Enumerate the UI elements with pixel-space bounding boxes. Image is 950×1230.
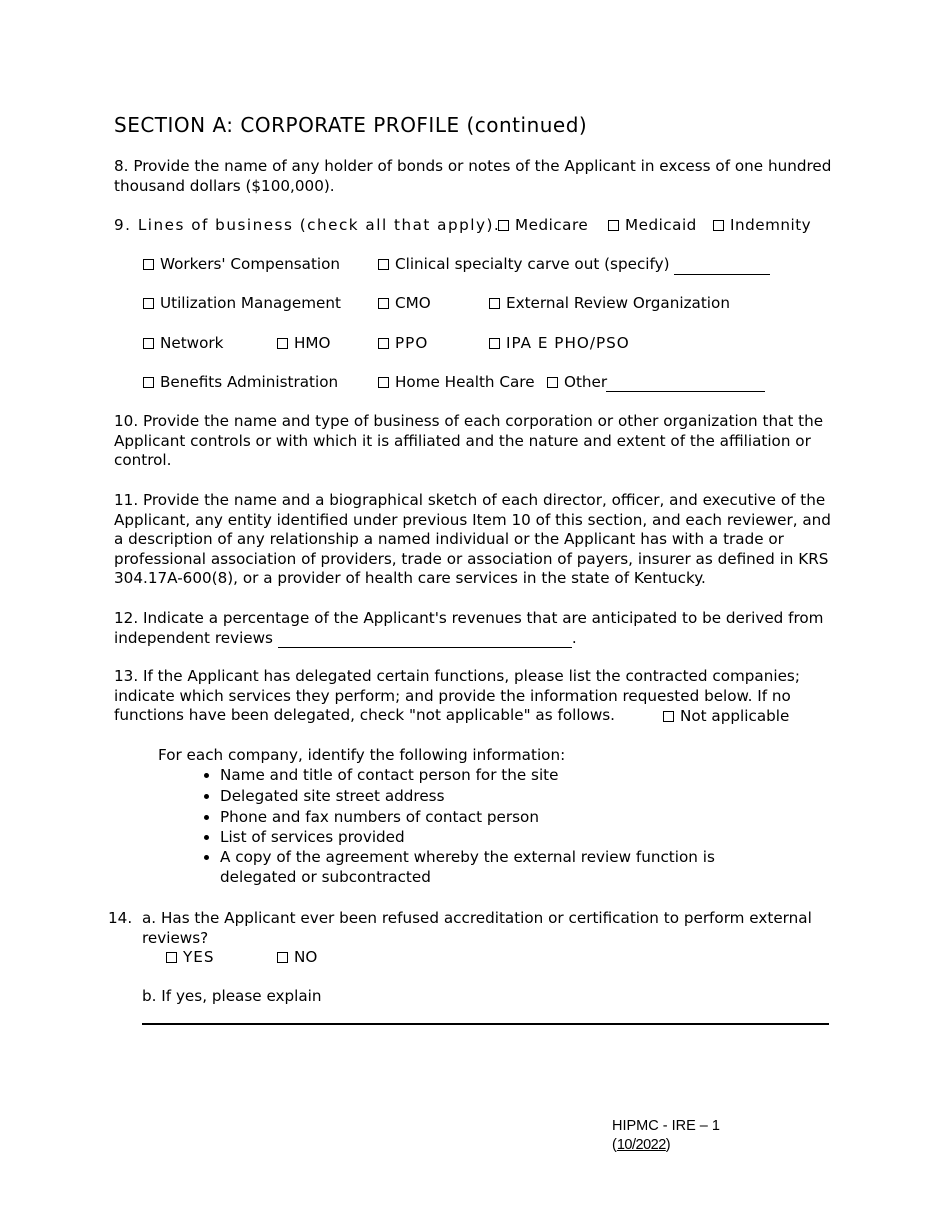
checkbox-icon (608, 220, 619, 231)
checkbox-ipa-pho-pso[interactable]: IPA E PHO/PSO (489, 334, 630, 352)
checkbox-other[interactable]: Other (547, 373, 607, 391)
revenue-percentage-line[interactable] (278, 630, 572, 648)
checkbox-external-review-organization[interactable]: External Review Organization (489, 294, 730, 312)
checkbox-icon (166, 952, 177, 963)
checkbox-medicaid[interactable]: Medicaid (608, 216, 697, 234)
item-13-intro: For each company, identify the following information: (158, 746, 566, 764)
checkbox-icon (378, 298, 389, 309)
checkbox-ppo[interactable]: PPO (378, 334, 428, 352)
item-12: 12. Indicate a percentage of the Applicant's revenues that are anticipated to be derived from independent reviews . (114, 609, 824, 647)
form-date: (10/2022) (612, 1137, 671, 1153)
form-number: HIPMC - IRE – 1 (612, 1118, 720, 1134)
explanation-line[interactable] (142, 1023, 829, 1025)
item-10-text: 10. Provide the name and type of business of each corporation or other organization that the Applicant controls or with which it is affiliated and the nature and extent of the affiliation or control. (114, 412, 824, 469)
checkbox-icon (489, 298, 500, 309)
checkbox-icon (498, 220, 509, 231)
item-13-text: 13. If the Applicant has delegated certain functions, please list the contracted companies; indicate which services they perform; and provide the information requested below. If no functions have been delegated, check "not applicable" as follows. (114, 667, 800, 724)
checkbox-medicare[interactable]: Medicare (498, 216, 588, 234)
checkbox-hmo[interactable]: HMO (277, 334, 330, 352)
list-item: • List of services provided (220, 827, 740, 848)
checkbox-icon (547, 377, 558, 388)
checkbox-icon (143, 259, 154, 270)
checkbox-icon (663, 711, 674, 722)
item-9-lead: 9. Lines of business (check all that apply). (114, 216, 501, 234)
checkbox-workers-compensation[interactable]: Workers' Compensation (143, 255, 340, 273)
form-footer (612, 1117, 720, 1155)
item-14a-text: a. Has the Applicant ever been refused accreditation or certification to perform external reviews? (142, 909, 812, 947)
item-13-bullets (190, 765, 740, 887)
checkbox-icon (378, 338, 389, 349)
other-specify-line[interactable] (606, 373, 765, 392)
checkbox-icon (143, 338, 154, 349)
checkbox-utilization-management[interactable]: Utilization Management (143, 294, 341, 312)
checkbox-icon (713, 220, 724, 231)
item-12-text: 12. Indicate a percentage of the Applicant's revenues that are anticipated to be derived from independent reviews (114, 609, 824, 647)
checkbox-network[interactable]: Network (143, 334, 223, 352)
checkbox-yes[interactable]: YES (166, 948, 215, 966)
checkbox-indemnity[interactable]: Indemnity (713, 216, 811, 234)
item-14b-text: b. If yes, please explain (142, 987, 322, 1005)
checkbox-not-applicable[interactable]: Not applicable (663, 707, 789, 725)
checkbox-clinical-specialty[interactable]: Clinical specialty carve out (specify) (378, 255, 670, 273)
list-item: • A copy of the agreement whereby the external review function is delegated or subcontracted (220, 848, 740, 887)
checkbox-cmo[interactable]: CMO (378, 294, 431, 312)
checkbox-icon (378, 377, 389, 388)
checkbox-home-health-care[interactable]: Home Health Care (378, 373, 535, 391)
item-11-text: 11. Provide the name and a biographical sketch of each director, officer, and executive of the Applicant, any entity identified under previous Item 10 of this section, and each reviewer, and a description of any relationship a named individual or the Applicant has with a trade or professional association of providers, trade or association of payers, insurer as defined in KRS 304.17A-600(8), or a provider of health care services in the state of Kentucky. (114, 491, 831, 587)
checkbox-icon (143, 298, 154, 309)
item-14-number: 14. (108, 909, 133, 927)
section-title: SECTION A: CORPORATE PROFILE (continued) (114, 113, 588, 137)
checkbox-icon (277, 338, 288, 349)
list-item: • Delegated site street address (220, 786, 740, 807)
checkbox-no[interactable]: NO (277, 948, 317, 966)
clinical-specialty-specify-line[interactable] (674, 256, 770, 275)
checkbox-icon (489, 338, 500, 349)
checkbox-icon (378, 259, 389, 270)
checkbox-icon (277, 952, 288, 963)
list-item: • Name and title of contact person for the site (220, 765, 740, 786)
item-8-text: 8. Provide the name of any holder of bonds or notes of the Applicant in excess of one hundred thousand dollars ($100,000). (114, 157, 832, 195)
checkbox-benefits-administration[interactable]: Benefits Administration (143, 373, 338, 391)
list-item: • Phone and fax numbers of contact person (220, 807, 740, 828)
checkbox-icon (143, 377, 154, 388)
